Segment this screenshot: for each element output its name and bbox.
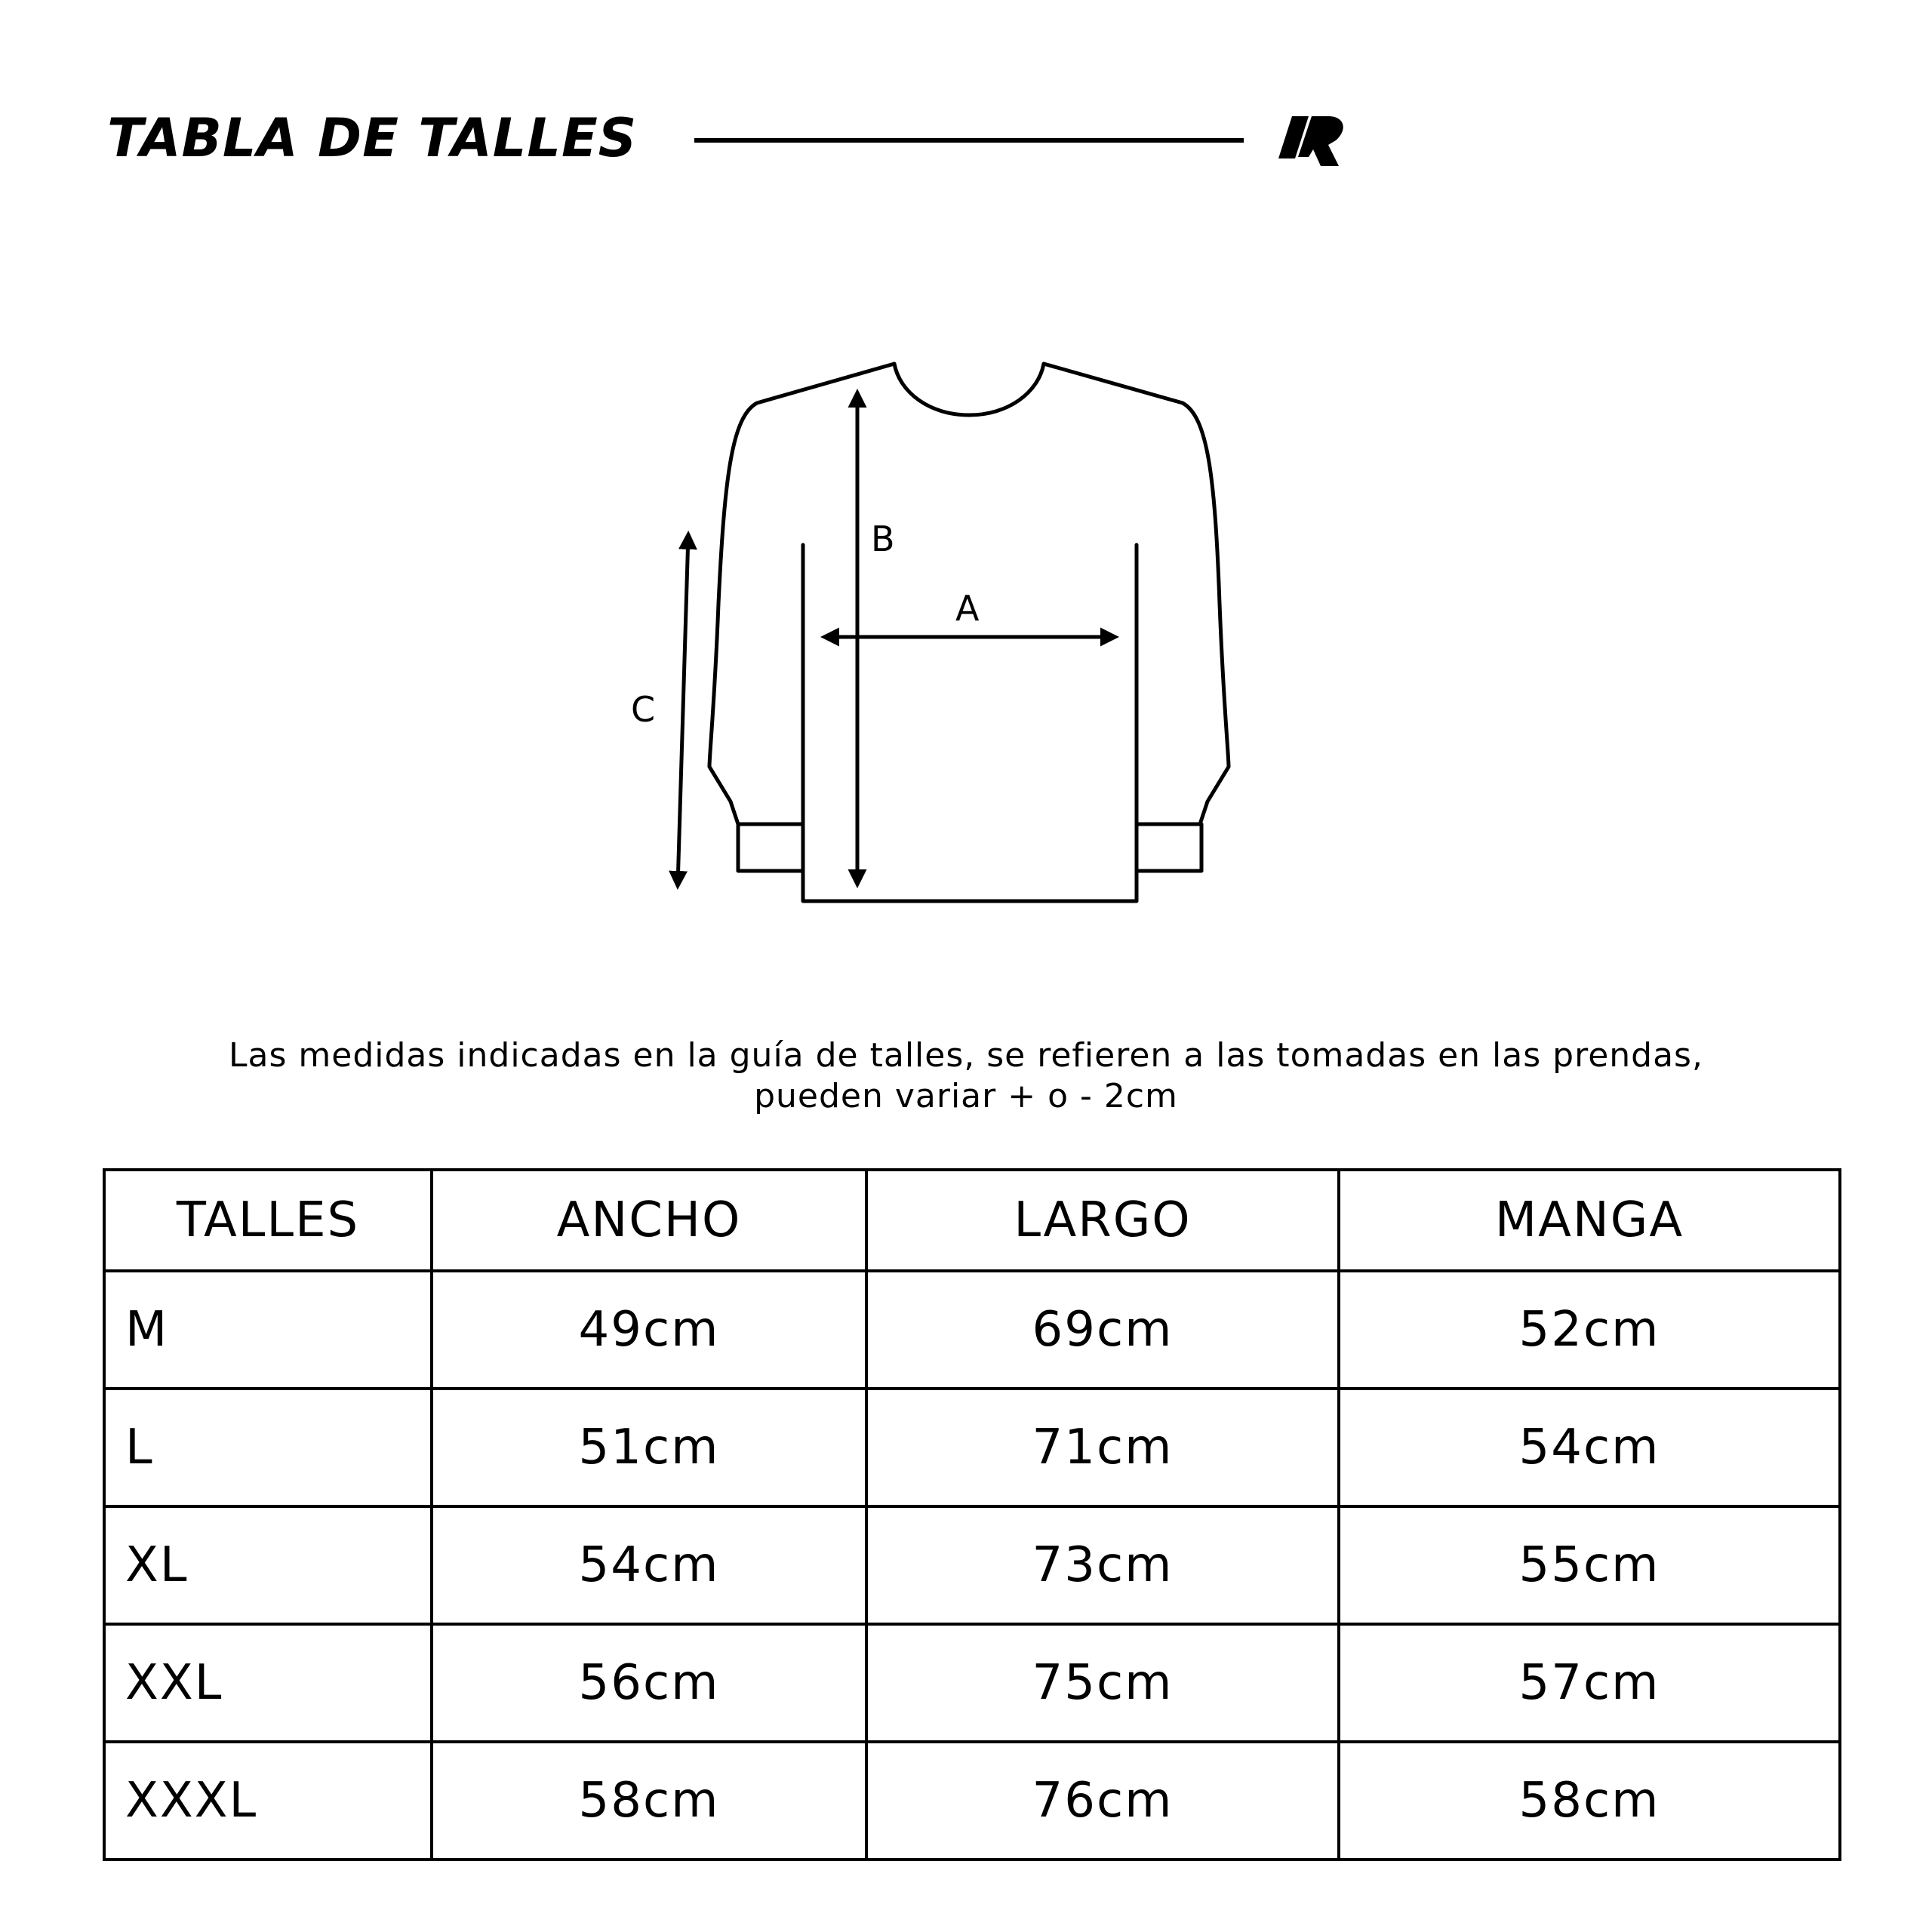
column-header-manga: MANGA: [1339, 1170, 1840, 1271]
table-row: [104, 1389, 1840, 1506]
largo-cell: 69cm: [866, 1271, 1339, 1389]
label-c: C: [631, 689, 656, 730]
column-header-largo: LARGO: [866, 1170, 1339, 1271]
note-line-1: Las medidas indicadas en la guía de talles, se refieren a las tomadas en las prendas,: [229, 1036, 1703, 1075]
ancho-cell: 58cm: [432, 1742, 866, 1860]
ancho-cell: 49cm: [432, 1271, 866, 1389]
measurement-note: [60, 1035, 1872, 1117]
measurement-arrows: [678, 392, 1115, 886]
largo-cell: 71cm: [866, 1389, 1339, 1506]
sweater-outline: [709, 364, 1229, 901]
size-cell: L: [104, 1389, 432, 1506]
manga-cell: 55cm: [1339, 1506, 1840, 1624]
size-table: [103, 1168, 1841, 1861]
column-header-ancho: ANCHO: [432, 1170, 866, 1271]
table-row: [104, 1624, 1840, 1742]
size-cell: XL: [104, 1506, 432, 1624]
label-a: A: [955, 588, 980, 629]
manga-cell: 52cm: [1339, 1271, 1840, 1389]
manga-cell: 57cm: [1339, 1624, 1840, 1742]
ancho-cell: 56cm: [432, 1624, 866, 1742]
size-cell: XXXL: [104, 1742, 432, 1860]
table-row: [104, 1742, 1840, 1860]
ancho-cell: 54cm: [432, 1506, 866, 1624]
sweater-diagram: [619, 347, 1283, 921]
column-header-talles: TALLES: [104, 1170, 432, 1271]
table-header-row: [104, 1170, 1840, 1271]
largo-cell: 76cm: [866, 1742, 1339, 1860]
size-cell: M: [104, 1271, 432, 1389]
label-b: B: [871, 518, 895, 559]
size-cell: XXL: [104, 1624, 432, 1742]
table-row: [104, 1271, 1840, 1389]
brand-logo: [1275, 115, 1347, 168]
header-divider: [694, 138, 1244, 143]
page-title: TABLA DE TALLES: [107, 107, 638, 169]
largo-cell: 73cm: [866, 1506, 1339, 1624]
manga-cell: 54cm: [1339, 1389, 1840, 1506]
table-row: [104, 1506, 1840, 1624]
arrow-c: [678, 534, 688, 886]
note-line-2: pueden variar + o - 2cm: [754, 1077, 1178, 1115]
ancho-cell: 51cm: [432, 1389, 866, 1506]
largo-cell: 75cm: [866, 1624, 1339, 1742]
manga-cell: 58cm: [1339, 1742, 1840, 1860]
